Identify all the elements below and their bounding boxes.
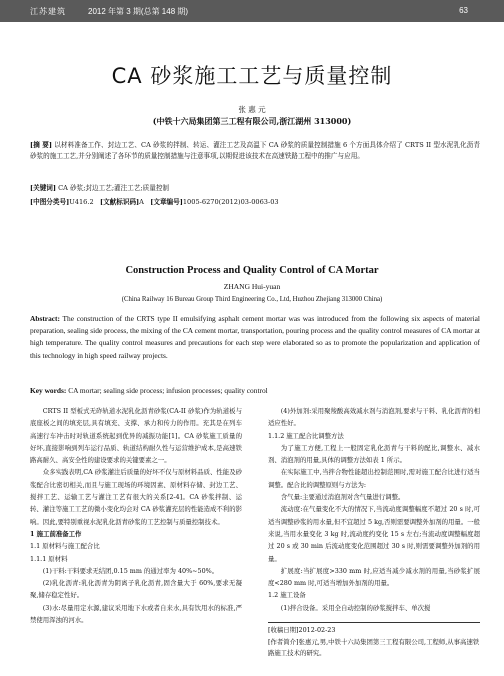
english-abstract-label: Abstract:: [30, 314, 60, 323]
section-heading-1: 1 施工前准备工作: [30, 529, 82, 538]
subsection-heading-1-1-1: 1.1.1 原材料: [30, 554, 68, 563]
adjust-principle-paragraph: 在实际施工中,当拌合物性能超出控制范围时,需对施工配合比进行适当调整。配合比的调整原则与方法为:: [268, 468, 480, 489]
intro-paragraph-1: CRTS II 型板式无砟轨道水泥乳化沥青砂浆(CA-II 砂浆)作为轨道板与底座板之间的填充层,具有填充、支撑、承力和传力的作用。充其是在列车高速行车冲击时对轨道系统起到优异的减振功能[1]。CA 砂浆施工质量的好坏,直接影响到列车运行品质、轨道结构耐久性与运营维护成本,是高速铁路高耐久、高安全性的建设要求的关键要素之一。: [30, 407, 242, 465]
english-author: ZHANG Hui-yuan: [223, 282, 281, 291]
english-keywords-label: Key words:: [30, 386, 67, 395]
received-date: [收稿日期]2012-02-23: [268, 626, 336, 634]
keywords-zh: [30, 183, 480, 194]
subsection-heading-1-1-2: 1.1.2 施工配合比调整方法: [268, 431, 344, 440]
author-bio: [作者简介]张惠元,男,中铁十六局集团第三工程有限公司,工程师,从事高速铁路施工技术的研究。: [268, 637, 480, 657]
intro-paragraph-2: 众多实践表明,CA 砂浆灌注后质量的好坏不仅与原材料品质、性能及砂浆配合比密切相关,而且与施工现场的环境因素、原材料存储、封边工艺、搅拌工艺、运输工艺与灌注工艺有很大的关系[2-4]。CA 砂浆拌制、运转、灌注等施工工艺的微小变化均会对 CA 砂浆灌充层的性能造成不利的影响。因此,要特别重视水泥乳化沥青砂浆的工艺控制与质量控制技术。: [30, 468, 242, 526]
doc-code: A: [139, 198, 144, 206]
article-id-label: [文章编号]: [150, 198, 183, 206]
paper-title: CA 砂浆施工工艺与质量控制: [111, 64, 393, 88]
article-id: 1005-6270(2012)03-0063-03: [182, 198, 279, 206]
keywords-zh-label: [关键词]: [30, 184, 57, 192]
abstract-zh: [30, 140, 480, 162]
item-mixing-equipment: (1)拌合设备。采用全自动控制的砂浆搅拌车、单次搅: [280, 603, 431, 612]
english-abstract-text: The construction of the CRTS type II emulsifying asphalt cement mortar was was introduced from the following six aspects of material preparation, sealing side process, the mixing of the CA cement mortar, transportation, pouring process and the quality control measures of CA mortar at high temperature. The quality control measures and precautions for each step were elaborated so as to promote the popularization and application of this technology in high speed railway projects.: [30, 314, 480, 360]
page-number: 63: [459, 6, 468, 15]
body-column-left: [30, 405, 242, 626]
english-keywords: [30, 386, 480, 395]
author-name: 张 惠 元: [238, 105, 266, 114]
body-column-right: [268, 405, 480, 614]
keywords-zh-text: CA 砂浆;封边工艺;灌注工艺;质量控制: [58, 184, 170, 192]
clc-label: [中图分类号]: [30, 198, 70, 206]
air-content-paragraph: 含气量:主要通过消泡剂对含气量进行调整。: [280, 493, 405, 502]
english-affiliation: (China Railway 16 Bureau Group Third Engineering Co., Ltd, Huzhou Zhejiang 313000 China): [121, 296, 383, 303]
issue-info: 2012 年第 3 期(总第 148 期): [88, 7, 189, 16]
item-emulsified-asphalt: (2)乳化沥青:乳化沥青为阴离子乳化沥青,固含量大于 60%,要求无凝聚,储存稳定性好。: [30, 579, 242, 600]
item-water: (3)水:尽量用定水源,建议采用地下水或者自来水,具有饮用水的标准,严禁使用浑浊的河水。: [30, 603, 242, 625]
running-header: [0, 0, 504, 22]
subsection-heading-1-1: 1.1 原材料与施工配合比: [30, 542, 100, 551]
affiliation: (中铁十六局集团第三工程有限公司,浙江湖州 313000): [152, 116, 352, 126]
english-keywords-text: CA mortar; sealing side process; infusion processes; quality control: [68, 386, 268, 395]
classification-line: [30, 197, 480, 208]
abstract-zh-text: 以材料准备工作、封边工艺、CA 砂浆的拌制、转运、灌注工艺及高温下 CA 砂浆的质量控制措施 6 个方面具体介绍了 CRTS II 型水泥乳化沥青砂浆的施工工艺,并分别阐述了各环节的质量控制措施与注意事项,以期促进该技术在高速铁路工程中的推广与应用。: [30, 141, 480, 160]
abstract-zh-label: [摘 要]: [30, 141, 53, 149]
mix-adjust-paragraph: 为了施工方便,工程上一般固定乳化沥青与干料的配比,调整水、减水剂、消泡剂的用量,具体的调整方法如表 1 所示。: [268, 443, 480, 465]
doc-code-label: [文献标识码]: [99, 198, 140, 206]
fluidity-paragraph: 流动度:在气量变化不大的情况下,当流动度调整幅度不超过 20 s 时,可适当调整砂浆的用水量,但不宜超过 5 kg,否则需要调整外加剂的用量。一般来说,当用水量变化 3 kg 时,流动度约变化 15 s 左右;当流动度调整幅度超过 20 s 或 30 min 后流动度变化范围超过 30 s 时,则需要调整外加剂的用量。: [268, 505, 480, 563]
clc-code: U416.2: [69, 198, 94, 206]
spread-paragraph: 扩展度:当扩展度>330 mm 时,应适当减少减水剂的用量,当砂浆扩展度<280 mm 时,可适当增加外加剂的用量。: [268, 566, 480, 588]
english-title: Construction Process and Quality Control of CA Mortar: [125, 265, 379, 276]
footnote: [268, 622, 480, 660]
subsection-heading-1-2: 1.2 施工设备: [268, 591, 306, 600]
item-dry-material: (1)干料:干料要求无结团,0.15 mm 的通过率为 40%~50%。: [42, 566, 219, 575]
item-admixture: (4)外加剂:采用聚羧酸高效减水剂与消泡剂,要求与干料、乳化沥青的相适应性好。: [268, 407, 480, 428]
journal-name: 江苏建筑: [30, 7, 66, 16]
english-abstract: [30, 313, 480, 362]
